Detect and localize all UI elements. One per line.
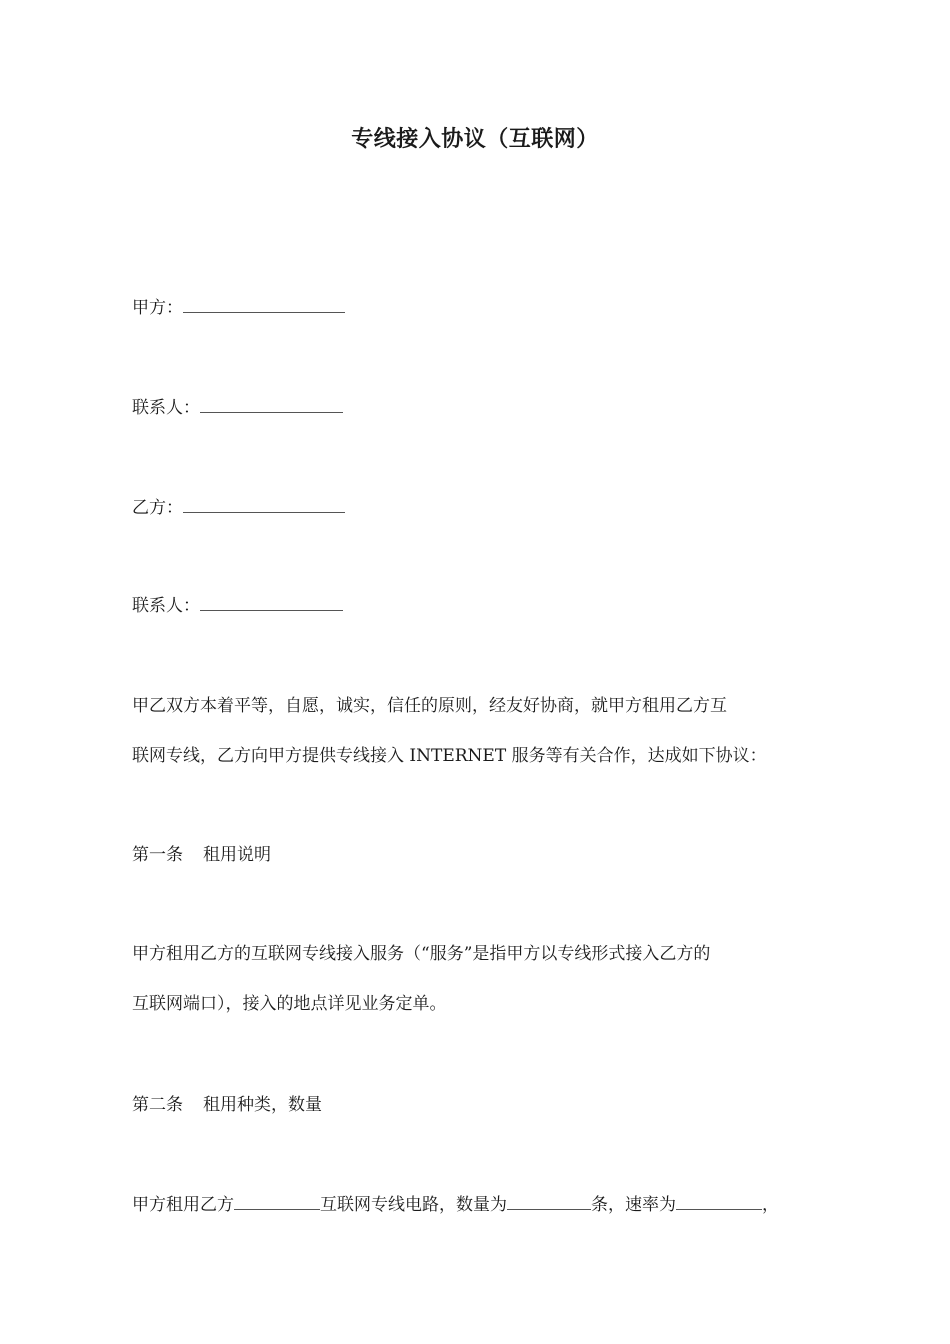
article2-part3: 条，速率为	[591, 1195, 676, 1215]
article2-part2: 互联网专线电路，数量为	[320, 1195, 507, 1215]
party-a-line	[132, 296, 345, 320]
party-b-label: 乙方：	[132, 498, 183, 518]
party-a-contact-blank[interactable]	[200, 396, 343, 413]
article2-title: 租用种类，数量	[203, 1095, 322, 1115]
party-a-label: 甲方：	[132, 298, 183, 318]
party-b-blank[interactable]	[183, 496, 345, 513]
party-b-contact-line	[132, 594, 343, 618]
document-title: 专线接入协议（互联网）	[351, 127, 599, 152]
intro-line-1: 甲乙双方本着平等，自愿，诚实，信任的原则，经友好协商，就甲方租用乙方互	[132, 696, 727, 716]
party-a-contact-label: 联系人：	[132, 398, 200, 418]
article1-line-1: 甲方租用乙方的互联网专线接入服务（“服务”是指甲方以专线形式接入乙方的	[132, 944, 711, 964]
article2-heading-line	[132, 1093, 322, 1117]
article2-line-1	[132, 1193, 779, 1217]
article1-heading-line	[132, 843, 271, 867]
article2-part4: ，	[762, 1195, 779, 1215]
party-b-contact-blank[interactable]	[200, 594, 343, 611]
party-b-line	[132, 496, 345, 520]
article1-title: 租用说明	[203, 845, 271, 865]
circuit-count-blank[interactable]	[507, 1193, 591, 1210]
circuit-type-blank[interactable]	[234, 1193, 320, 1210]
rate-blank[interactable]	[676, 1193, 762, 1210]
article1-line-2: 互联网端口），接入的地点详见业务定单。	[132, 994, 447, 1014]
article2-heading: 第二条	[132, 1095, 183, 1115]
party-a-blank[interactable]	[183, 296, 345, 313]
article2-part1: 甲方租用乙方	[132, 1195, 234, 1215]
article1-heading: 第一条	[132, 845, 183, 865]
party-a-contact-line	[132, 396, 343, 420]
intro-line-2: 联网专线，乙方向甲方提供专线接入 INTERNET 服务等有关合作，达成如下协议：	[132, 746, 767, 766]
party-b-contact-label: 联系人：	[132, 596, 200, 616]
